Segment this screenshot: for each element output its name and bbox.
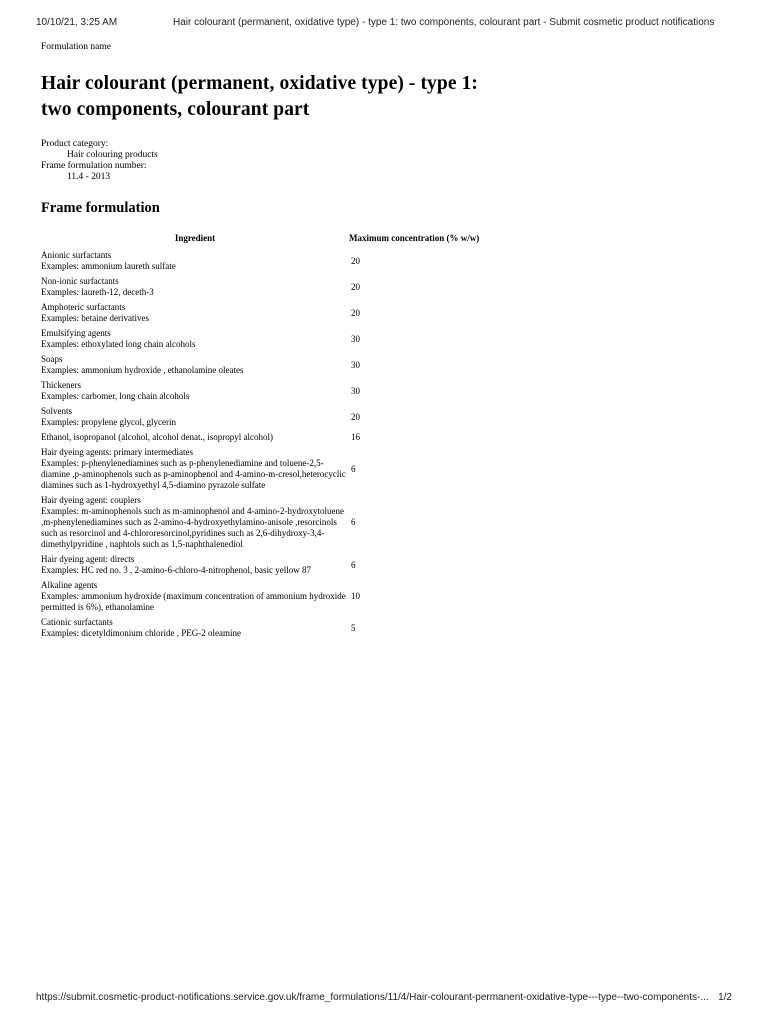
- ingredient-examples: Examples: ethoxylated long chain alcohols: [41, 339, 196, 349]
- table-row: [41, 276, 501, 302]
- ingredient-name: Anionic surfactants: [41, 250, 112, 260]
- ingredient-name: Non-ionic surfactants: [41, 276, 119, 286]
- ingredient-name: Soaps: [41, 354, 63, 364]
- table-row: [41, 554, 501, 580]
- max-concentration-cell: 20: [351, 255, 360, 266]
- page-title-line1: Hair colourant (permanent, oxidative type) - type 1:: [41, 73, 479, 94]
- frame-formulation-table: [41, 229, 501, 643]
- table-row: [41, 328, 501, 354]
- ingredient-examples: Examples: ammonium laureth sulfate: [41, 261, 176, 271]
- ingredient-cell: [41, 617, 349, 643]
- ingredient-cell: [41, 554, 349, 580]
- ingredient-cell: [41, 302, 349, 328]
- page-title: [41, 71, 731, 123]
- product-category-label: Product category:: [41, 139, 109, 149]
- table-row: [41, 447, 501, 495]
- page-url: https://submit.cosmetic-product-notifications.service.gov.uk/frame_formulations/11/4/Hair-colourant-permanent-oxidative-type---type--two-components-...: [36, 992, 709, 1003]
- document-content: [41, 40, 731, 643]
- ingredient-examples: Examples: dicetyldimonium chloride , PEG-2 oleamine: [41, 628, 241, 638]
- ingredient-cell: [41, 447, 349, 495]
- max-concentration-cell: 20: [351, 281, 360, 292]
- ingredient-name: Cationic surfactants: [41, 617, 113, 627]
- table-row: [41, 250, 501, 276]
- ingredient-cell: [41, 495, 349, 554]
- ingredient-name: Alkaline agents: [41, 580, 98, 590]
- table-row: [41, 406, 501, 432]
- table-row: [41, 617, 501, 643]
- ingredient-cell: [41, 432, 349, 447]
- ingredient-name: Emulsifying agents: [41, 328, 111, 338]
- ingredient-examples: Examples: p-phenylenediamines such as p-phenylenediamine and toluene-2,5-diamine ,p-aminophenols such as p-aminophenol and 4-amino-m-cresol,heterocyclic diamines such as 1-hydroxyethyl 4,5-diamino pyrazole sulfate: [41, 458, 346, 490]
- table-row: [41, 495, 501, 554]
- max-concentration-cell: 30: [351, 385, 360, 396]
- max-concentration-cell: 20: [351, 411, 360, 422]
- table-body: [41, 250, 501, 643]
- ingredient-examples: Examples: betaine derivatives: [41, 313, 149, 323]
- max-concentration-cell: 16: [351, 432, 360, 442]
- ingredient-name: Hair dyeing agent: couplers: [41, 495, 141, 505]
- ingredient-examples: Examples: ammonium hydroxide (maximum concentration of ammonium hydroxide permitted is 6%), ethanolamine: [41, 591, 346, 612]
- print-header: [36, 17, 732, 31]
- formulation-metadata: [41, 139, 731, 183]
- table-header-row: [41, 229, 501, 250]
- ingredient-name: Ethanol, isopropanol (alcohol, alcohol denat., isopropyl alcohol): [41, 432, 273, 442]
- ingredient-cell: [41, 354, 349, 380]
- max-concentration-cell: 30: [351, 333, 360, 344]
- table-row: [41, 380, 501, 406]
- ingredient-name: Hair dyeing agents: primary intermediates: [41, 447, 193, 457]
- max-concentration-cell: 6: [351, 463, 356, 474]
- ingredient-name: Amphoteric surfactants: [41, 302, 126, 312]
- page-title-line2: two components, colourant part: [41, 99, 310, 120]
- ingredient-cell: [41, 276, 349, 302]
- table-row: [41, 432, 501, 447]
- column-header-ingredient: Ingredient: [174, 233, 216, 243]
- print-page-title: Hair colourant (permanent, oxidative type) - type 1: two components, colourant part - Submit cosmetic product notifications: [173, 17, 715, 28]
- table-row: [41, 302, 501, 328]
- page-indicator: 1/2: [718, 992, 732, 1003]
- ingredient-name: Solvents: [41, 406, 73, 416]
- table-row: [41, 580, 501, 617]
- max-concentration-cell: 5: [351, 622, 356, 633]
- ingredient-cell: [41, 250, 349, 276]
- ingredient-cell: [41, 328, 349, 354]
- ingredient-examples: Examples: HC red no. 3 , 2-amino-6-chloro-4-nitrophenol, basic yellow 87: [41, 565, 311, 575]
- ingredient-examples: Examples: carbomer, long chain alcohols: [41, 391, 190, 401]
- ingredient-cell: [41, 406, 349, 432]
- ingredient-examples: Examples: ammonium hydroxide , ethanolamine oleates: [41, 365, 244, 375]
- product-category-value: Hair colouring products: [67, 150, 158, 160]
- max-concentration-cell: 20: [351, 307, 360, 318]
- ingredient-cell: [41, 580, 349, 617]
- ingredient-examples: Examples: m-aminophenols such as m-aminophenol and 4-amino-2-hydroxytoluene ,m-phenylenediamines such as 2-amino-4-hydroxyethylamino-anisole ,resorcinols such as resorcinol and 4-chlororesorcinol,pyridines such as 2,6-dihydroxy-3,4-dimethylpyridine , naphtols such as 1,5-naphthalenediol: [41, 506, 344, 549]
- section-heading: Frame formulation: [41, 200, 160, 216]
- print-footer: [36, 992, 732, 1006]
- frame-number-value: 11.4 - 2013: [67, 172, 111, 182]
- formulation-name-label: Formulation name: [41, 42, 111, 52]
- max-concentration-cell: 6: [351, 517, 356, 527]
- ingredient-examples: Examples: laureth-12, deceth-3: [41, 287, 154, 297]
- max-concentration-cell: 30: [351, 359, 360, 370]
- table-row: [41, 354, 501, 380]
- ingredient-name: Hair dyeing agent: directs: [41, 554, 135, 564]
- max-concentration-cell: 6: [351, 559, 356, 570]
- frame-number-label: Frame formulation number:: [41, 161, 147, 171]
- ingredient-cell: [41, 380, 349, 406]
- ingredient-name: Thickeners: [41, 380, 81, 390]
- ingredient-examples: Examples: propylene glycol, glycerin: [41, 417, 176, 427]
- max-concentration-cell: 10: [351, 591, 360, 601]
- column-header-max-concentration: Maximum concentration (% w/w): [349, 233, 480, 243]
- print-date: 10/10/21, 3:25 AM: [36, 17, 118, 28]
